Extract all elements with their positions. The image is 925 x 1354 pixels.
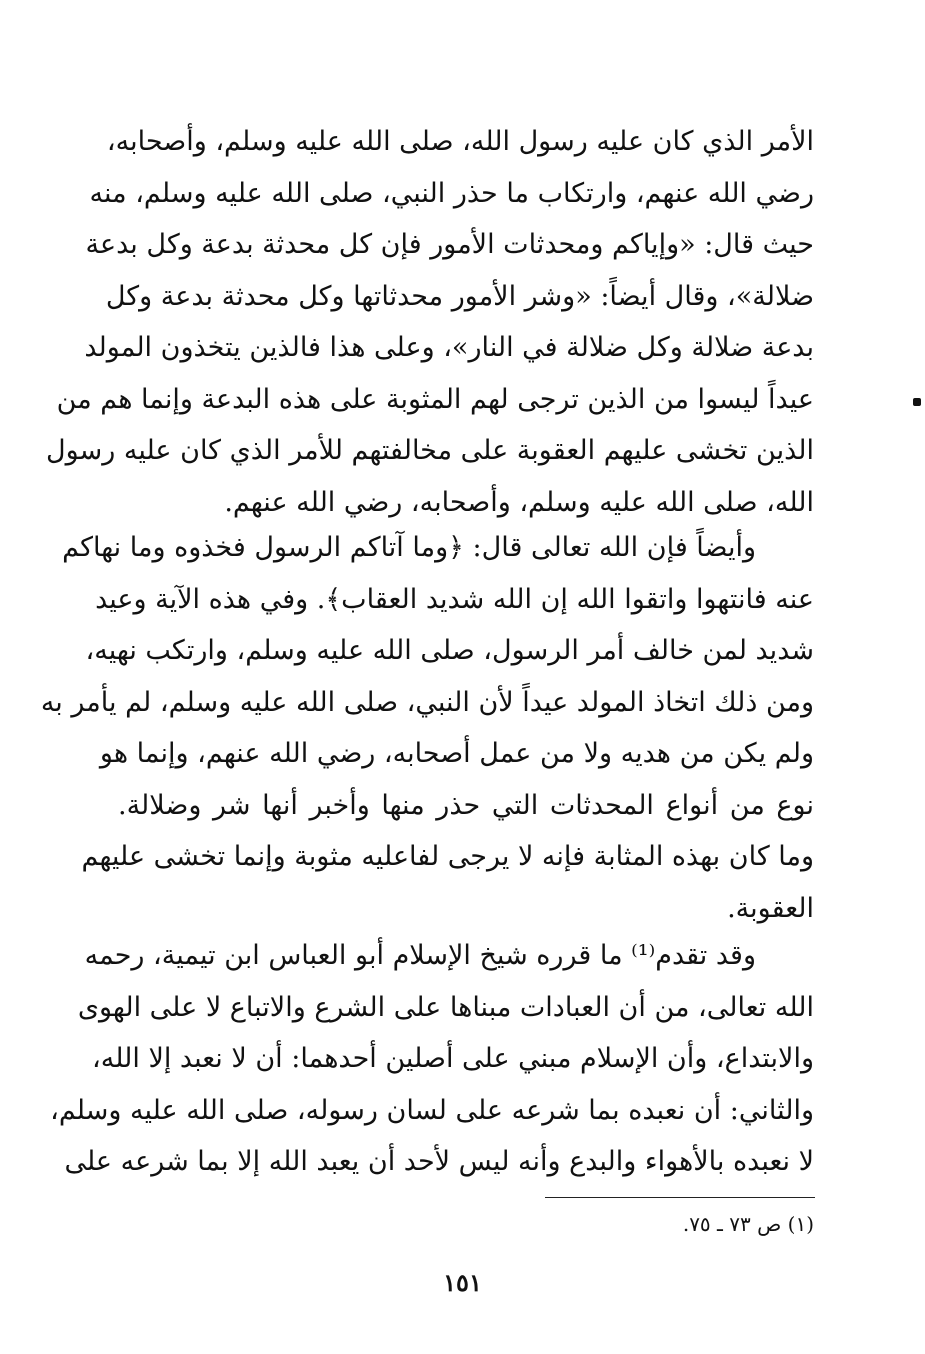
paragraph-3 bbox=[50, 930, 814, 1188]
text-line: شديد لمن خالف أمر الرسول، صلى الله عليه وسلم، وارتكب نهيه، bbox=[85, 635, 814, 666]
page-number: ١٥١ bbox=[443, 1268, 482, 1297]
text-line: ولم يكن من هديه ولا من عمل أصحابه، رضي الله عنهم، وإنما هو bbox=[99, 738, 814, 769]
footnote-divider bbox=[545, 1197, 815, 1198]
text-line: الله، صلى الله عليه وسلم، وأصحابه، رضي الله عنهم. bbox=[224, 486, 814, 518]
text-line: الله تعالى، من أن العبادات مبناها على الشرع والاتباع لا على الهوى bbox=[77, 991, 814, 1023]
text-line: حيث قال: «وإياكم ومحدثات الأمور فإن كل محدثة بدعة وكل بدعة bbox=[85, 229, 814, 260]
text-line: العقوبة. bbox=[727, 892, 814, 924]
text-line: رضي الله عنهم، وارتكاب ما حذر النبي، صلى الله عليه وسلم، منه bbox=[89, 177, 814, 209]
text-line: الأمر الذي كان عليه رسول الله، صلى الله عليه وسلم، وأصحابه، bbox=[106, 126, 814, 157]
text-line: وقد تقدم⁽¹⁾ ما قرره شيخ الإسلام أبو العباس ابن تيمية، رحمه bbox=[84, 940, 756, 971]
footnote: (١) ص ٧٣ ـ ٧٥. bbox=[682, 1212, 814, 1236]
text-line: الذين تخشى عليهم العقوبة على مخالفتهم للأمر الذي كان عليه رسول bbox=[46, 435, 814, 466]
text-line: بدعة ضلالة وكل ضلالة في النار»، وعلى هذا فالذين يتخذون المولد bbox=[84, 332, 814, 363]
text-line: وما كان بهذه المثابة فإنه لا يرجى لفاعليه مثوبة وإنما تخشى عليهم bbox=[81, 841, 814, 872]
text-line: والثاني: أن نعبده بما شرعه على لسان رسوله، صلى الله عليه وسلم، bbox=[50, 1094, 814, 1126]
text-line: ضلالة»، وقال أيضاً: «وشر الأمور محدثاتها وكل محدثة بدعة وكل bbox=[105, 280, 814, 312]
text-line: وأيضاً فإن الله تعالى قال: ﴿وما آتاكم الرسول فخذوه وما نهاكم bbox=[62, 532, 756, 563]
paragraph-2 bbox=[40, 522, 814, 934]
text-line: ومن ذلك اتخاذ المولد عيداً لأن النبي، صلى الله عليه وسلم، لم يأمر به bbox=[40, 686, 814, 718]
paragraph-1 bbox=[46, 116, 814, 528]
margin-mark bbox=[913, 398, 921, 406]
text-line: نوع من أنواع المحدثات التي حذر منها وأخبر أنها شر وضلالة. bbox=[118, 789, 814, 821]
text-line: عيداً ليسوا من الذين ترجى لهم المثوبة على هذه البدعة وإنما هم من bbox=[56, 383, 814, 415]
text-line: لا نعبده بالأهواء والبدع وأنه ليس لأحد أن يعبد الله إلا بما شرعه على bbox=[64, 1146, 814, 1177]
text-line: والابتداع، وأن الإسلام مبني على أصلين أحدهما: أن لا نعبد إلا الله، bbox=[92, 1043, 814, 1074]
text-line: عنه فانتهوا واتقوا الله إن الله شديد العقاب﴾. وفي هذه الآية وعيد bbox=[95, 583, 814, 615]
